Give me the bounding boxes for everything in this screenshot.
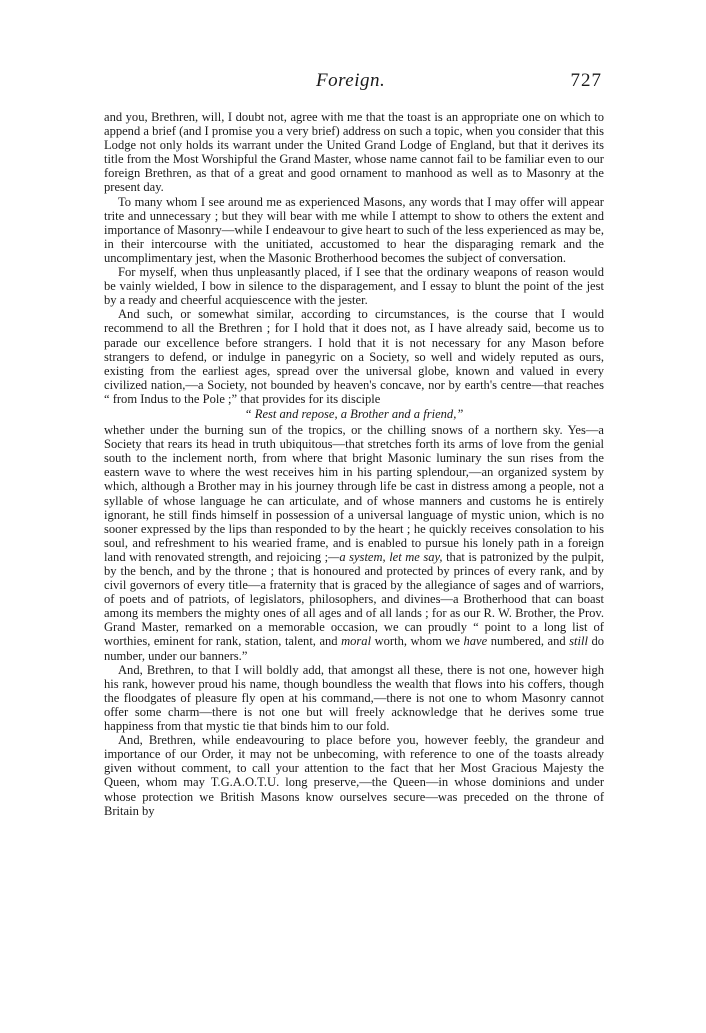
paragraph-4: And such, or somewhat similar, according to circumstances, is the course that I would recommend to all the Brethren ; for I hold that it does not, as I have already said, become us to parade our excellence before strangers. I hold that it is not necessary for any Mason before strangers to defend, or indulge in panegyric on a Society, so well and widely reputed as ours, existing from the earliest ages, spread over the universal globe, known and valued in every civilized nation,—a Society, not bounded by heaven's concave, nor by earth's centre—that reaches “ from Indus to the Pole ;” that provides for its disciple xyxy=(104,307,604,406)
paragraph-5-text: whether under the burning sun of the tropics, or the chilling snows of a northern sky. Yes—a Society that rears its head in truth ubiquitous—that stretches forth its arms of love from the genial south to the inclement north, from where that bright Masonic luminary the sun rises from the eastern wave to where the west receives him in his parting splendour,—an organized system by which, although a Brother may in his journey through life be cast in distress among a people, not a syllable of whose language he can articulate, and of whose manners and customs he is entirely ignorant, he still finds himself in possession of a universal language of mystic union, which is no sooner expressed by the lips than responded to by the heart ; he quickly receives consolation to his soul, and refreshment to his wearied frame, and is enabled to pursue his lonely path in a foreign land with renovated strength, and rejoicing ; xyxy=(104,423,604,564)
paragraph-6: And, Brethren, to that I will boldly add, that amongst all these, there is not one, however high his rank, however proud his name, though boundless the wealth that flows into his coffers, though the floodgates of pleasure fly open at his command,—there is not one to whom Masonry cannot offer some charm—there is not one but will freely acknowledge that he derives some true happiness from that mystic tie that binds him to our fold. xyxy=(104,662,604,734)
paragraph-3: For myself, when thus unpleasantly placed, if I see that the ordinary weapons of reason would be vainly wielded, I bow in silence to the disparagement, and I essay to blunt the point of the jest by a ready and cheerful acquiescence with the jester. xyxy=(104,265,604,308)
quoted-verse: “ Rest and repose, a Brother and a friend,” xyxy=(244,406,464,421)
paragraph-continued: and you, Brethren, will, I doubt not, agree with me that the toast is an appropriate one on which to append a brief (and I promise you a very brief) address on such a topic, when you consider that this Lodge not only holds its warrant under the United Grand Lodge of England, but that it derives its title from the Most Worshipful the Grand Master, whose name cannot fail to be familiar even to our foreign Brethren, as that of a great and good ornament to manhood as well as to Masonry at the present day. xyxy=(104,110,604,195)
page-number: 727 xyxy=(570,70,602,91)
page-header xyxy=(0,70,706,100)
running-title: Foreign. xyxy=(316,70,386,91)
paragraph-2: To many whom I see around me as experienced Masons, any words that I may offer will appear trite and unnecessary ; but they will bear with me while I attempt to show to others the extent and importance of Masonry—while I endeavour to give heart to such of the less experienced as may be, in their intercourse with the unitiated, accustomed to hear the disparaging remark and the uncomplimentary jest, when the Masonic Brotherhood becomes the subject of conversation. xyxy=(104,194,604,265)
paragraph-5-text-cont3: numbered, and xyxy=(487,634,570,649)
paragraph-5-text-end: do number, under our banners.” xyxy=(104,634,605,663)
body-text xyxy=(104,110,604,818)
italic-moral: moral xyxy=(341,634,372,649)
italic-still: still xyxy=(569,634,588,649)
paragraph-5-text-cont2: worth, whom we xyxy=(371,634,464,649)
italic-have: have xyxy=(463,634,488,649)
paragraph-5-text-cont: that is patronized by the pulpit, by the bench, and by the throne ; that is honoured and protected by princes of every rank, and by civil governors of every title—a fraternity that is graced by the allegiance of sages and of warriors, of poets and of patriots, of legislators, philosophers, and divines—a Brotherhood that can boast among its members the mighty ones of all ages and of all lands ; for as our R. W. Brother, the Prov. Grand Master, remarked on a memorable occasion, we can proudly “ point to a long list of worthies, eminent for rank, station, talent, and xyxy=(104,549,605,649)
paragraph-5-italic: —a system, let me say, xyxy=(328,549,443,564)
paragraph-5 xyxy=(104,423,604,663)
paragraph-7: And, Brethren, while endeavouring to place before you, however feebly, the grandeur and importance of our Order, it may not be unbecoming, with reference to one of the toasts already given without comment, to call your attention to the fact that her Most Gracious Majesty the Queen, whom may T.G.A.O.T.U. long preserve,—the Queen—in whose dominions and under whose protection we British Masons know ourselves secure—was preceded on the throne of Britain by xyxy=(104,733,604,818)
